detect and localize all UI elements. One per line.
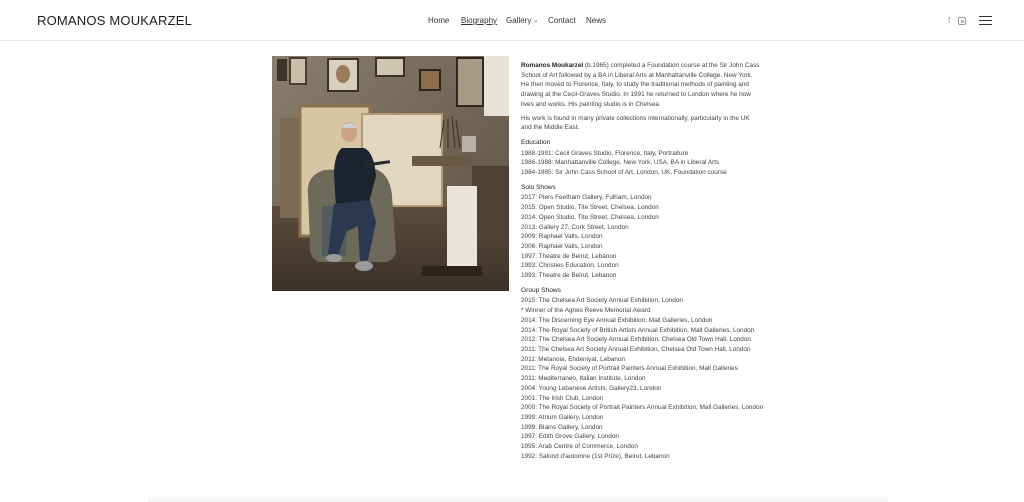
list-item: 1999: Atrium Gallery, London	[521, 413, 604, 421]
list-item: 2014: The Royal Society of British Artists Annual Exhibition, Mall Galleries, London	[521, 326, 755, 334]
solo-shows-heading: Solo Shows	[521, 183, 556, 191]
list-item: 2012: The Chelsea Art Society Annual Exhibition, Chelsea Old Town Hall, London	[521, 336, 751, 344]
list-item: 1997: Theatre de Beirut, Lebanon	[521, 252, 617, 260]
artist-name: Romanos Moukarzel	[521, 62, 584, 69]
bio-intro	[521, 61, 761, 110]
group-shows-heading: Group Shows	[521, 286, 561, 294]
site-header	[0, 0, 1024, 41]
bio-collections: His work is found in many private collections internationally, particularly in the UK and the Middle East.	[521, 114, 750, 132]
list-item: 2011: Mediterraneo, Italian Institute, London	[521, 375, 646, 383]
list-item: 1986-1988: Manhattanville College, New York, USA, BA in Liberal Arts	[521, 159, 720, 167]
nav-home[interactable]: Home	[428, 16, 450, 25]
list-item: 1995: Arab Centre of Commerce, London	[521, 443, 638, 451]
hamburger-menu-icon[interactable]	[979, 16, 992, 25]
list-item: 2006: Raphael Valls, London	[521, 242, 603, 250]
nav-contact[interactable]: Contact	[548, 16, 576, 25]
list-item: 2011: The Royal Society of Portrait Painters Annual Exhibition, Mall Galleries	[521, 365, 738, 373]
bio-intro-text: (b.1965) completed a Foundation course at the Sir John Cass School of Art followed by a BA in Liberal Arts at Manhattanville College, New York. He then moved to Florence, Italy, to study the traditional methods of painting and drawing at the Cecil-Graves Studio. In 1991 he returned to London where he now lives and works. His painting studio is in Chelsea.	[521, 62, 760, 108]
chevron-down-icon: ⌄	[533, 18, 539, 24]
list-item: 2015: The Chelsea Art Society Annual Exhibition, London	[521, 297, 683, 305]
nav-biography[interactable]: Biography	[461, 16, 498, 25]
biography-content	[521, 61, 764, 461]
list-item: 2013: Gallery 27, Cork Street, London	[521, 223, 629, 231]
group-shows-list	[521, 296, 764, 461]
list-item: 1993: Christies Education, London	[521, 262, 619, 270]
list-item: 1984-1985: Sir John Cass School of Art, London, UK, Foundation course	[521, 169, 727, 177]
page-bottom-shadow	[148, 494, 888, 502]
nav-gallery[interactable]	[506, 16, 538, 25]
list-item: 2017: Piers Feetham Gallery, Fulham, London	[521, 194, 652, 202]
list-item: * Winner of the Agnes Reeve Memorial Award	[521, 307, 651, 315]
list-item: 2011: Metanoia, Ehdeniyat, Lebanon	[521, 355, 625, 363]
education-list	[521, 149, 761, 178]
list-item: 2004: Young Lebanese Artists, Gallery23, London	[521, 384, 662, 392]
list-item: 2000: The Royal Society of Portrait Painters Annual Exhibition, Mall Galleries, London	[521, 404, 764, 412]
list-item: 1992: Salond d'automne (1st Prize), Beirut, Lebanon	[521, 452, 670, 460]
nav-gallery-label: Gallery	[506, 16, 532, 25]
list-item: 1997: Edith Grove Gallery, London	[521, 433, 619, 441]
instagram-icon[interactable]	[958, 17, 966, 25]
list-item: 1988-1991: Cecil Graves Studio, Florence, Italy, Portraiture	[521, 149, 689, 157]
list-item: 2001: The Irish Club, London	[521, 394, 604, 402]
list-item: 2009: Raphael Valls, London	[521, 233, 603, 241]
education-heading: Education	[521, 138, 551, 146]
list-item: 1993: Theatre de Beirut, Lebanon	[521, 272, 617, 280]
artist-portrait-photo	[272, 56, 509, 291]
solo-shows-list	[521, 193, 761, 280]
list-item: 1999: Blains Gallery, London	[521, 423, 603, 431]
list-item: 2015: Open Studio, Tite Street, Chelsea, London	[521, 204, 659, 212]
list-item: 2014: The Discerning Eye Annual Exhibition, Mall Galleries, London	[521, 316, 713, 324]
site-title[interactable]: ROMANOS MOUKARZEL	[37, 13, 193, 28]
list-item: 2014: Open Studio, Tite Street, Chelsea, London	[521, 213, 659, 221]
list-item: 2011: The Chelsea Art Society Annual Exhibition, Chelsea Old Town Hall, London	[521, 345, 751, 353]
nav-news[interactable]: News	[586, 16, 607, 25]
facebook-icon[interactable]: f	[948, 16, 951, 25]
